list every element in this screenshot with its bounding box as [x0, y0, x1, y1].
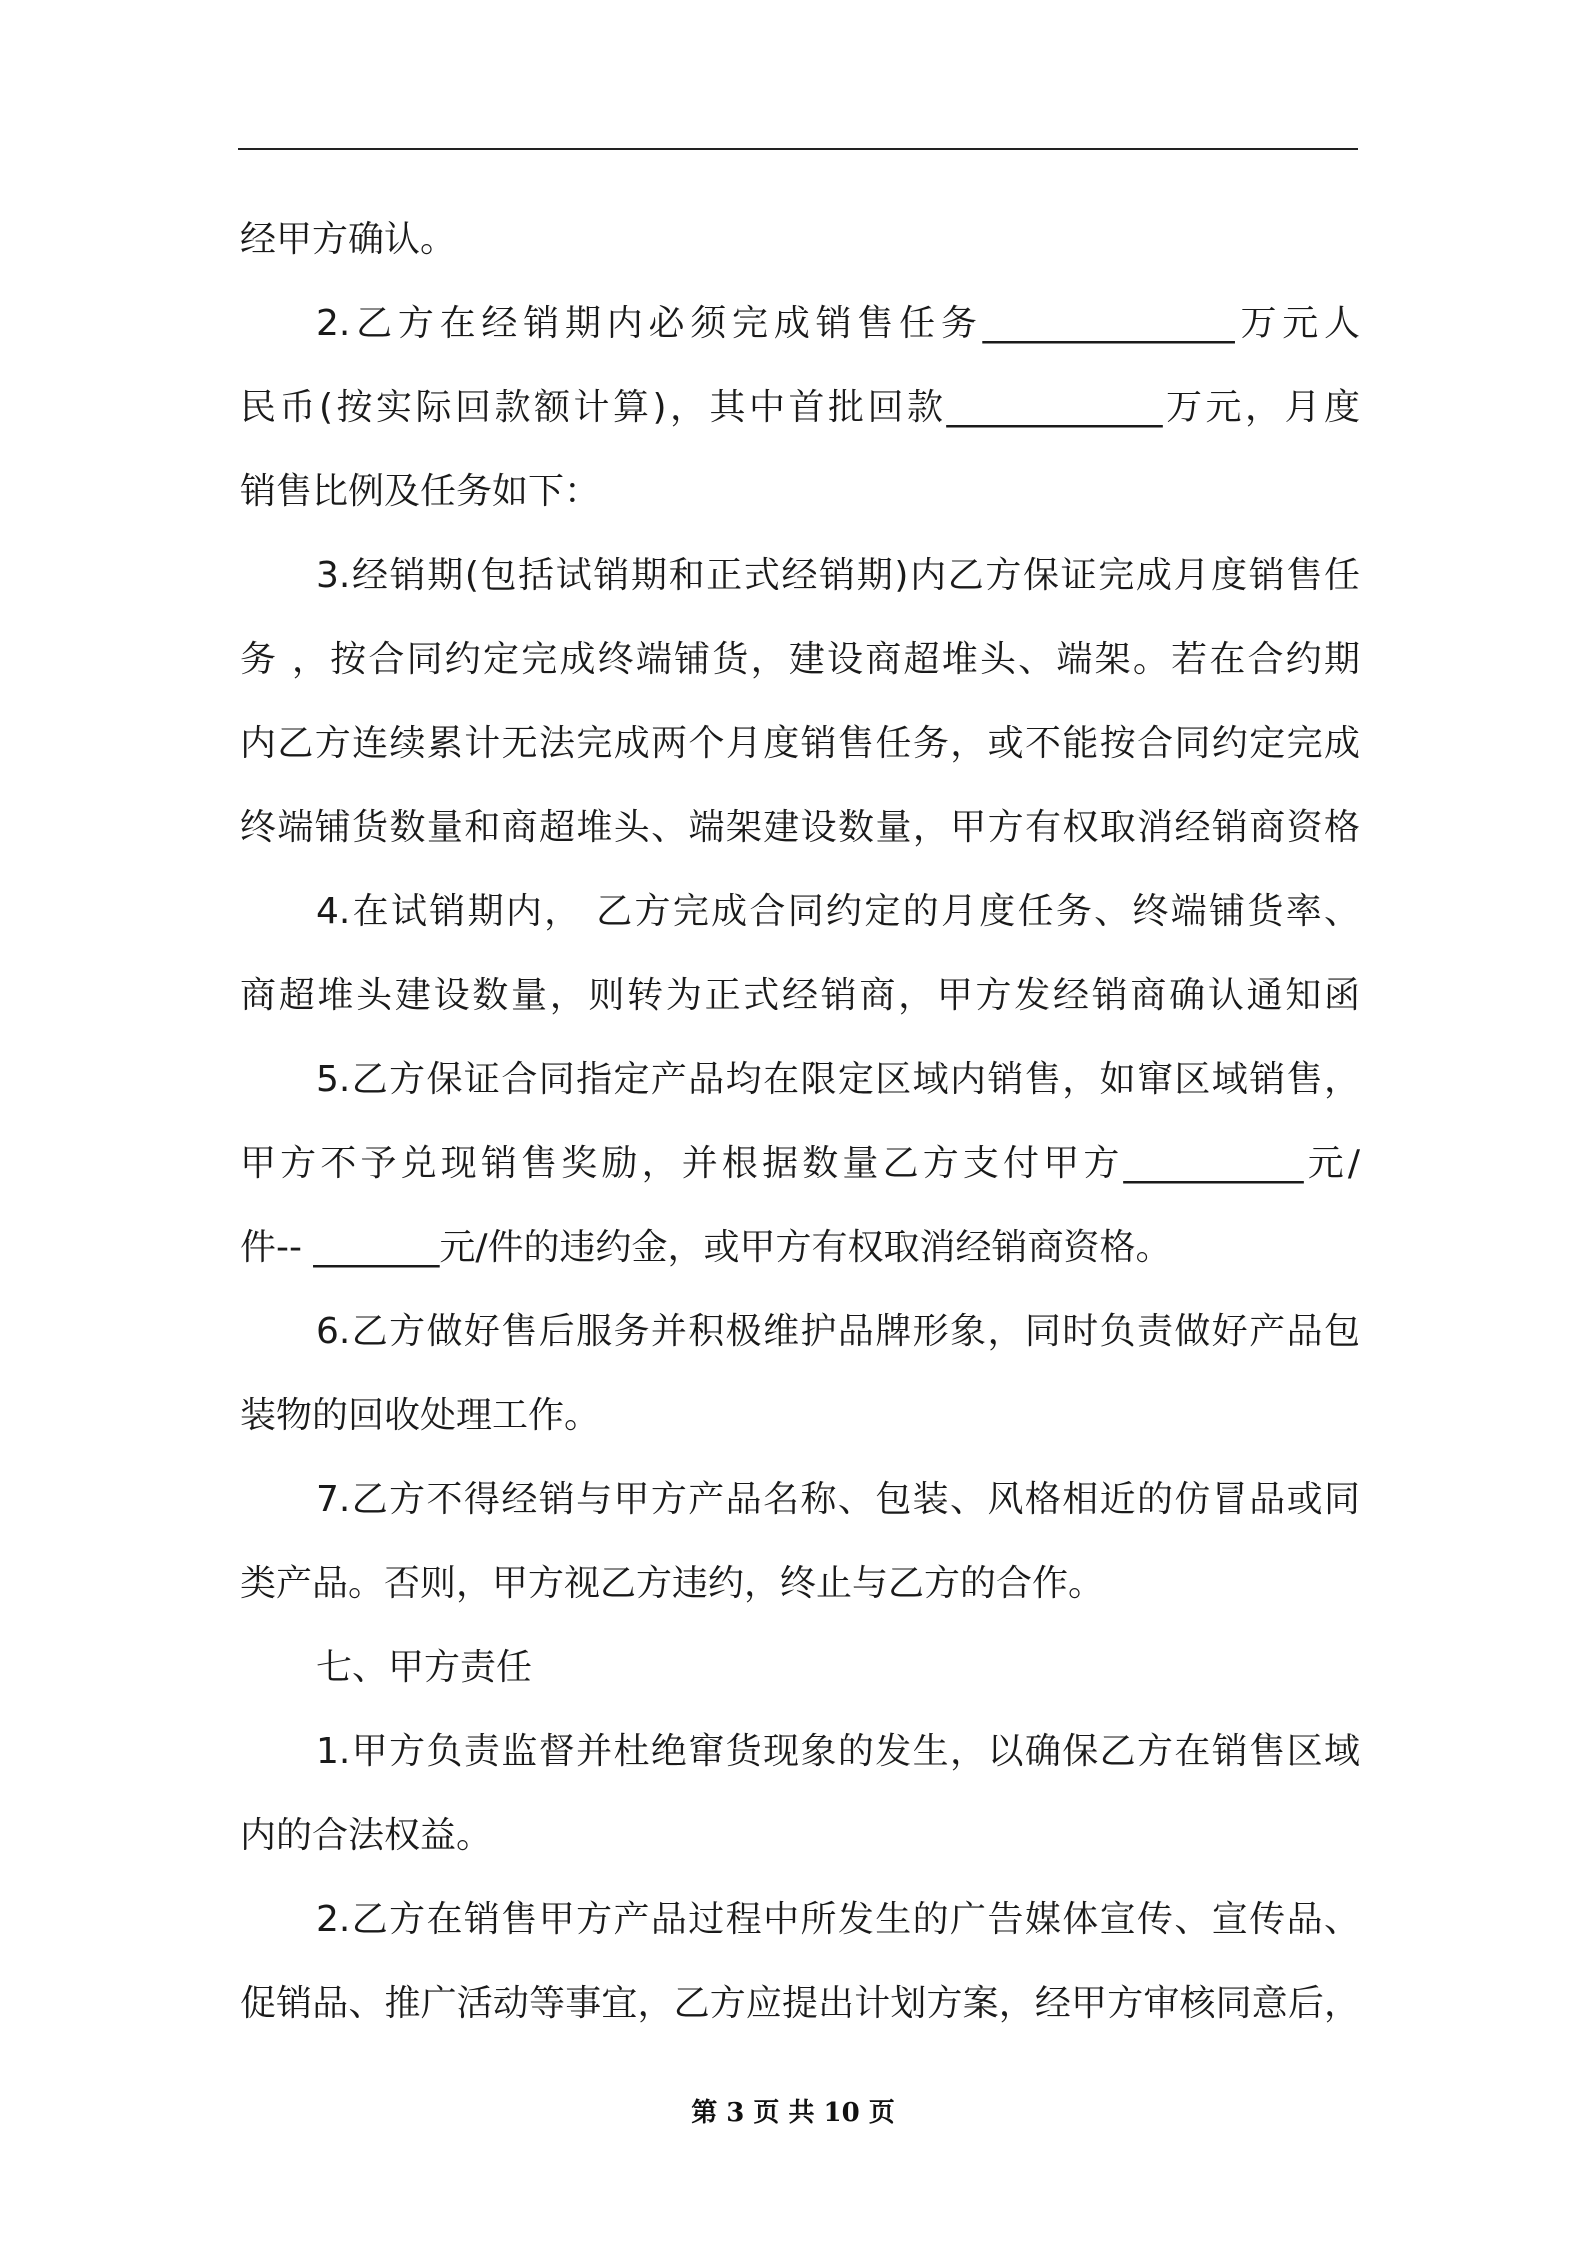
paragraph-line: 5.乙方保证合同指定产品均在限定区域内销售，如窜区域销售， — [316, 1059, 1360, 1100]
paragraph-line: 1.甲方负责监督并杜绝窜货现象的发生，以确保乙方在销售区域 — [316, 1731, 1360, 1772]
paragraph-line: 甲方不予兑现销售奖励，并根据数量乙方支付甲方__________元/ — [240, 1143, 1360, 1184]
paragraph-line: 民币(按实际回款额计算)，其中首批回款____________万元，月度 — [240, 387, 1360, 428]
paragraph-line: 终端铺货数量和商超堆头、端架建设数量，甲方有权取消经销商资格 — [240, 807, 1360, 848]
section-heading: 七、甲方责任 — [316, 1647, 533, 1688]
paragraph-line: 促销品、推广活动等事宜，乙方应提出计划方案，经甲方审核同意后， — [240, 1983, 1360, 2024]
paragraph-line: 经甲方确认。 — [240, 219, 457, 260]
paragraph-line: 内的合法权益。 — [240, 1815, 493, 1856]
paragraph-line: 2.乙方在销售甲方产品过程中所发生的广告媒体宣传、宣传品、 — [316, 1899, 1360, 1940]
paragraph-line: 2.乙方在经销期内必须完成销售任务______________万元人 — [316, 303, 1360, 344]
header-rule — [238, 148, 1358, 150]
paragraph-line: 7.乙方不得经销与甲方产品名称、包装、风格相近的仿冒品或同 — [316, 1479, 1360, 1520]
paragraph-line: 4.在试销期内， 乙方完成合同约定的月度任务、终端铺货率、 — [316, 891, 1360, 932]
paragraph-line: 类产品。否则，甲方视乙方违约，终止与乙方的合作。 — [240, 1563, 1105, 1604]
paragraph-line: 件-- _______元/件的违约金，或甲方有权取消经销商资格。 — [240, 1227, 1172, 1268]
paragraph-line: 商超堆头建设数量，则转为正式经销商，甲方发经销商确认通知函 — [240, 975, 1360, 1016]
paragraph-line: 装物的回收处理工作。 — [240, 1395, 601, 1436]
paragraph-line: 3.经销期(包括试销期和正式经销期)内乙方保证完成月度销售任 — [316, 555, 1360, 596]
paragraph-line: 务 ，按合同约定完成终端铺货，建设商超堆头、端架。若在合约期 — [240, 639, 1360, 680]
paragraph-line: 6.乙方做好售后服务并积极维护品牌形象，同时负责做好产品包 — [316, 1311, 1360, 1352]
paragraph-line: 内乙方连续累计无法完成两个月度销售任务，或不能按合同约定完成 — [240, 723, 1360, 764]
page-number: 第 3 页 共 10 页 — [691, 2098, 895, 2128]
paragraph-line: 销售比例及任务如下： — [240, 471, 601, 512]
